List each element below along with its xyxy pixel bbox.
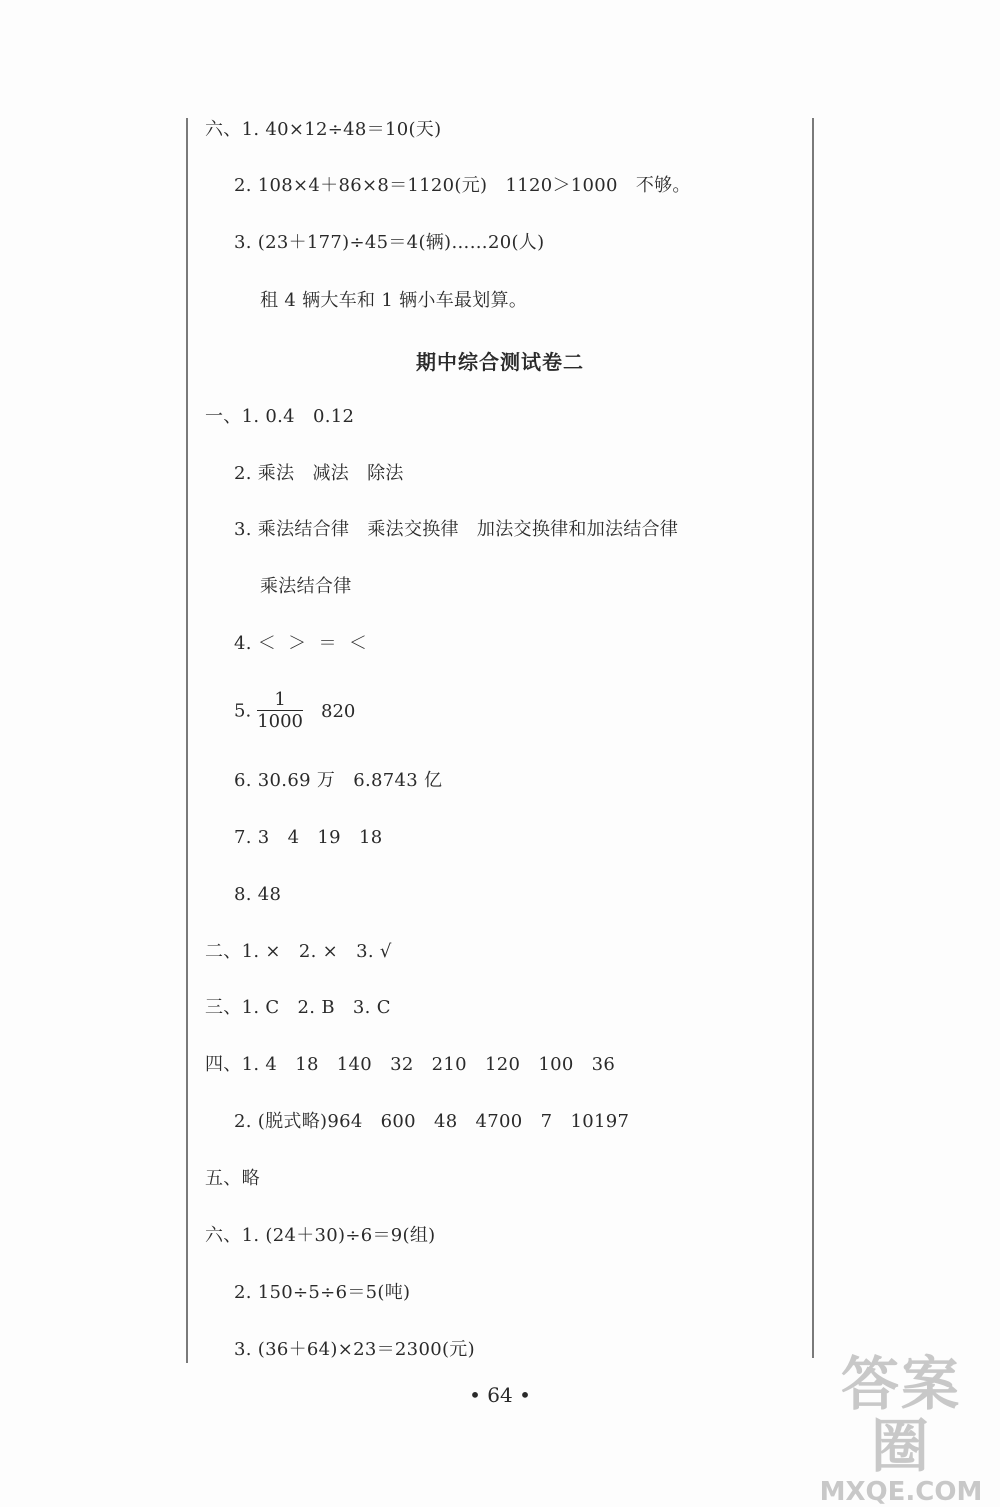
answer-line: 6. 30.69 万 6.8743 亿 (234, 770, 443, 791)
answer-line: 4. ＜ ＞ ＝ ＜ (234, 633, 368, 654)
answer-line: 2. 乘法 减法 除法 (234, 463, 404, 484)
watermark-text: MXQE.COM (819, 1477, 983, 1507)
answer-line: 六、1. 40×12÷48＝10(天) (205, 119, 442, 140)
fraction (257, 690, 303, 733)
answer-line: 2. 150÷5÷6＝5(吨) (234, 1282, 411, 1303)
answer-line: 2. 108×4＋86×8＝1120(元) 1120＞1000 不够。 (234, 175, 691, 196)
fraction-numerator: 1 (257, 690, 303, 711)
answer-line: 8. 48 (234, 884, 282, 905)
answer-line: 一、1. 0.4 0.12 (205, 406, 355, 427)
answer-line: 租 4 辆大车和 1 辆小车最划算。 (260, 290, 528, 311)
answer-line: 乘法结合律 (260, 576, 352, 597)
answer-line-fraction (234, 690, 355, 733)
section-title: 期中综合测试卷二 (416, 350, 584, 374)
answer-line: 六、1. (24＋30)÷6＝9(组) (205, 1225, 436, 1246)
answer-line: 7. 3 4 19 18 (234, 827, 383, 848)
answer-line: 3. (36＋64)×23＝2300(元) (234, 1339, 475, 1360)
fraction-denominator: 1000 (257, 711, 303, 732)
right-margin-rule (812, 118, 814, 1358)
page-number: • 64 • (469, 1383, 531, 1407)
answer-line: 三、1. C 2. B 3. C (205, 997, 391, 1018)
watermark-icon: 答案圈 (840, 1350, 961, 1480)
item-label: 5. (234, 700, 252, 722)
answer-line: 四、1. 4 18 140 32 210 120 100 36 (205, 1054, 616, 1075)
answer-line: 2. (脱式略)964 600 48 4700 7 10197 (234, 1111, 630, 1132)
left-margin-rule (186, 118, 188, 1363)
answer-line: 二、1. × 2. × 3. √ (205, 941, 392, 962)
fraction-follow-value: 820 (321, 701, 356, 722)
answer-line: 五、略 (205, 1168, 260, 1189)
watermark-logo (816, 1350, 986, 1507)
answer-line: 3. 乘法结合律 乘法交换律 加法交换律和加法结合律 (234, 519, 679, 540)
answer-line: 3. (23＋177)÷45＝4(辆)……20(人) (234, 232, 545, 253)
